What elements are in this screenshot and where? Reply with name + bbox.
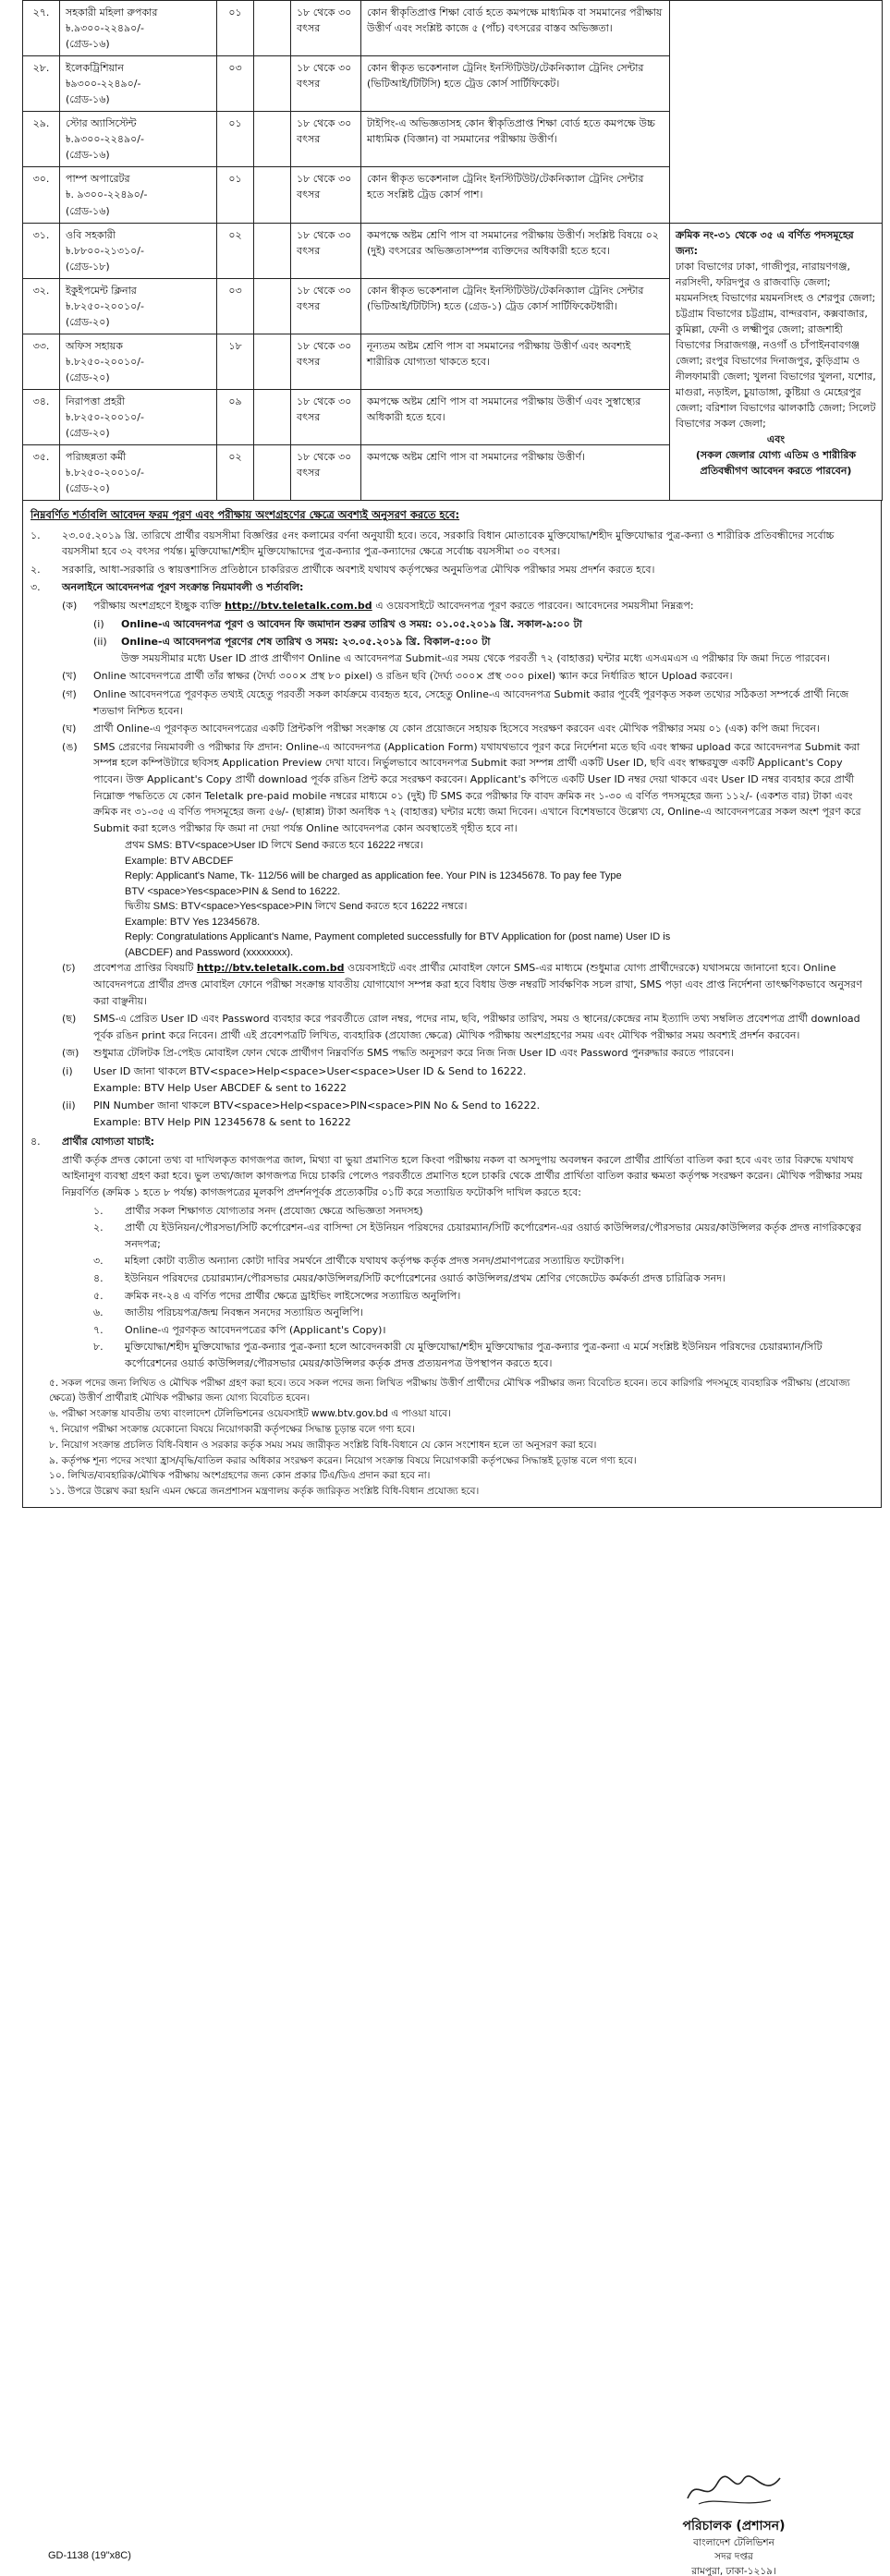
quota-and: এবং — [766, 433, 786, 446]
blank-cell — [254, 389, 291, 444]
note-item: ৬. পরীক্ষা সংক্রান্ত যাবতীয় তথ্য বাংলাদেশ টেলিভিশনের ওয়েবসাইট www.btv.gov.bd এ পাওয়া যাবে। — [49, 1408, 451, 1420]
document-item: ৭. Online-এ পূরণকৃত আবেদনপত্রের কপি (Applicant's Copy)। — [93, 1323, 386, 1336]
post-name-cell — [60, 223, 217, 278]
note-item: ৮. নিয়োগ সংক্রান্ত প্রচলিত বিধি-বিধান ও সরকার কর্তৃক সময় সময় জারীকৃত সংশ্লিষ্ট বিধি-বিধানে যে কোন সংশোধন হলে তা অনুসরণ করা হবে। — [49, 1439, 597, 1451]
blank-cell — [254, 445, 291, 501]
note-item: ১০. লিখিত/ব্যবহারিক/মৌখিক পরীক্ষায় অংশগ্রহণের জন্য কোন প্রকার টিএ/ডিএ প্রদান করা হবে না। — [49, 1470, 431, 1482]
post-name: সহকারী মহিলা রুপকার — [66, 6, 158, 18]
post-name: পাম্প অপারেটর — [66, 173, 130, 186]
teletalk-link[interactable]: http://btv.teletalk.com.bd — [225, 600, 372, 613]
admit-card-link[interactable]: http://btv.teletalk.com.bd — [196, 962, 345, 975]
post-scale: ৳. ৯৩০০-২২৪৯০/- — [66, 188, 148, 201]
post-age-limit: ১৮ থেকে ৩০ বৎসর — [291, 1, 361, 56]
signatory-title: পরিচালক (প্রশাসন) — [682, 2518, 786, 2533]
instruction-item-1: ১. ২৩.০৫.২০১৯ খ্রি. তারিখে প্রার্থীর বয়সসীমা বিজ্ঞপ্তির ৫নং কলামের বর্ণনা অনুযায়ী হবে। তবে, সরকারি বিধান মোতাবেক মুক্তিযোদ্ধা/শহীদ মুক্তিযোদ্ধার পুত্র-কন্যা ও শারীরিক প্রতিবন্ধীদের সর্বোচ্চ বয়সসীমা হবে ৩২ বৎসর পর্যন্ত। মুক্তিযোদ্ধা/শহীদ মুক্তিযোদ্ধাদের পুত্র-কন্যার পুত্র-কন্যাদের ক্ষেত্রে সর্বোচ্চ বয়সসীমা ৩০ বৎসর। — [30, 529, 835, 558]
post-name: অফিস সহায়ক — [66, 339, 123, 352]
post-grade: (গ্রেড-১৬) — [66, 149, 110, 162]
online-rule-e: (ঙ) SMS প্রেরণের নিয়মাবলী ও পরীক্ষার ফি প্রদান: Online-এ আবেদনপত্র (Application Form) যথাযথভাবে পূরণ করে নির্দেশনা মতে ছবি এবং স্বাক্ষর upload করে আবেদনপত্র Submit করা সম্পন্ন হলে কম্পিউটারে ছবিসহ Application Preview দেখা যাবে। নির্ভুলভাবে আবেদনপত্র Submit করা সম্পন্ন প্রার্থী একটি User ID, ছবি এবং স্বাক্ষরযুক্ত একটি Applicant's Copy পাবেন। উক্ত Applicant's Copy প্রার্থী download পূর্বক রঙিন প্রিন্ট করে সংরক্ষণ করবেন। Applicant's কপিতে একটি User ID নম্বর দেয়া থাকবে এবং User ID নম্বর ব্যবহার করে প্রার্থী নিম্নোক্ত পদ্ধতিতে যে কোন Teletalk pre-paid mobile নম্বরের মাধ্যমে ০১ (দুই) টি SMS করে পরীক্ষার ফি বাবদ ক্রমিক নং ১-৩০ এ বর্ণিত পদসমূহের জন্য ১১২/- (একশত বার) টাকা এবং ক্রমিক নং ৩১-৩৫ এ বর্ণিত পদসমূহের জন্য ৫৬/- (ছাপ্পান্ন) টাকা অনধিক ৭২ (বাহাত্তর) ঘন্টার মধ্যে জমা দিবেন। এখানে বিশেষভাবে উল্লেখ্য যে, Online-এ আবেদনপত্রের সকল অংশ পূরণ করে Submit করা হলেও পরীক্ষার ফি জমা না দেয়া পর্যন্ত Online আবেদনপত্র কোন অবস্থাতেই গৃহীত হবে না। — [62, 740, 861, 834]
quota-footer: (সকল জেলার যোগ্য এতিম ও শারীরিক প্রতিবন্ধীগণ আবেদন করতে পারবেন) — [695, 449, 857, 478]
post-scale: ৳.৮২৫০-২০০১০/- — [66, 467, 144, 480]
post-name: নিরাপত্তা প্রহরী — [66, 395, 126, 407]
blank-cell — [254, 112, 291, 167]
post-grade: (গ্রেড-১৬) — [66, 93, 110, 106]
blank-cell — [254, 1, 291, 56]
post-qualification: টাইপিং-এ অভিজ্ঞতাসহ কোন স্বীকৃতিপ্রাপ্ত শিক্ষা বোর্ড হতে কমপক্ষে উচ্চ মাধ্যমিক (বিজ্ঞান) বা সমমানের পরীক্ষায় উত্তীর্ণ। — [361, 112, 670, 167]
post-quantity: ০১ — [217, 167, 254, 223]
posts-table — [22, 0, 883, 501]
post-scale: ৳.৯৩০০-২২৪৯০/- — [66, 22, 144, 35]
online-rule-h: (জ) শুধুমাত্র টেলিটক প্রি-পেইড মোবাইল ফোন থেকে প্রার্থীগণ নিম্নবর্ণিত SMS পদ্ধতি অনুসরণ করে নিজ নিজ User ID এবং Password পুনরুদ্ধার করতে পারবেন। — [62, 1047, 735, 1060]
post-qualification: কমপক্ষে অষ্টম শ্রেণি পাস বা সমমানের পরীক্ষায় উত্তীর্ণ। — [361, 445, 670, 501]
note-item: ১১. উপরে উল্লেখ করা হয়নি এমন ক্ষেত্রে জনপ্রশাসন মন্ত্রণালয় কর্তৃক জারিকৃত সংশ্লিষ্ট বিধি-বিধান প্রযোজ্য হবে। — [49, 1486, 480, 1498]
online-rule-a: (ক) পরীক্ষায় অংশগ্রহণে ইচ্ছুক ব্যক্তি http://btv.teletalk.com.bd এ ওয়েবসাইটে আবেদনপত্র পূরণ করতে পারবেন। আবেদনের সময়সীমা নিম্নরূপ: — [62, 600, 694, 613]
post-age-limit: ১৮ থেকে ৩০ বৎসর — [291, 223, 361, 278]
post-name-cell — [60, 112, 217, 167]
sms-line: দ্বিতীয় SMS: BTV<space>Yes<space>PIN লিখে Send করতে হবে 16222 নম্বরে। — [125, 901, 468, 913]
post-name-cell — [60, 278, 217, 334]
blank-cell — [254, 278, 291, 334]
post-serial: ৩৫. — [23, 445, 60, 501]
post-name-cell — [60, 1, 217, 56]
post-quantity: ০১ — [217, 1, 254, 56]
post-grade: (গ্রেড-১৮) — [66, 260, 110, 273]
document-item: ৪. ইউনিয়ন পরিষদের চেয়ারম্যান/পৌরসভার মেয়র/কাউন্সিলর/সিটি কর্পোরেশনের ওয়ার্ড কাউন্সিলর/প্রথম শ্রেণির গেজেটেড কর্মকর্তা প্রদত্ত চারিত্রিক সনদ। — [93, 1272, 725, 1285]
post-name: ওবি সহকারী — [66, 228, 116, 241]
post-name-cell — [60, 56, 217, 112]
post-grade: (গ্রেড-২০) — [66, 482, 110, 495]
post-quantity: ০২ — [217, 445, 254, 501]
post-qualification: কমপক্ষে অষ্টম শ্রেণি পাস বা সমমানের পরীক্ষায় উত্তীর্ণ এবং সুস্বাস্থ্যের অধিকারী হতে হবে। — [361, 389, 670, 444]
post-name: ইকুইপমেন্ট ক্লিনার — [66, 284, 137, 297]
verification-text: প্রার্থী কর্তৃক প্রদত্ত কোনো তথ্য বা দাখিলকৃত কাগজপত্র জাল, মিথ্যা বা ভুয়া প্রমাণিত হলে কিংবা পরীক্ষায় নকল বা অসদুপায় অবলম্বন করলে প্রার্থীর প্রার্থিতা বাতিল করা হবে এবং তার বিরুদ্ধে যথাযথ আইনানুগ ব্যবস্থা গ্রহণ করা হবে। ভুল তথ্য/জাল কাগজপত্র দিয়ে চাকরি পেলেও পরবর্তীতে প্রমাণিত হলে চাকরি থেকে প্রার্থীর প্রার্থিতা বাতিল করার ক্ষমতা কর্তৃপক্ষ সংরক্ষণ করেন। মৌখিক পরীক্ষার সময় নিম্নবর্ণিত (ক্রমিক ১ হতে ৮ পর্যন্ত) কাগজপত্রের মূলকপি প্রদর্শনপূর্বক প্রত্যেকটির ০১টি করে সত্যায়িত ফটোকপি দাখিল করতে হবে: — [62, 1153, 863, 1199]
footer-code: GD-1138 (19"x8C) — [48, 2550, 131, 2561]
post-serial: ২৮. — [23, 56, 60, 112]
sms-line: Example: BTV Yes 12345678. — [125, 916, 261, 928]
general-notes — [49, 1376, 873, 1500]
post-scale: ৳.৮২৫০-২০০১০/- — [66, 299, 144, 312]
document-item: ২. প্রার্থী যে ইউনিয়ন/পৌরসভা/সিটি কর্পোরেশন-এর বাসিন্দা সে ইউনিয়ন পরিষদের চেয়ারম্যান/সিটি কর্পোরেশন-এর ওয়ার্ড কাউন্সিলর/পৌরসভার মেয়র/কাউন্সিলর কর্তৃক প্রদত্ত নাগরিকত্বের সনদপত্র; — [93, 1221, 861, 1250]
post-scale: ৳.৯৩০০-২২৪৯০/- — [66, 133, 144, 146]
post-quantity: ১৮ — [217, 334, 254, 389]
online-rules-heading: ৩. অনলাইনে আবেদনপত্র পূরণ সংক্রান্ত নিয়মাবলী ও শর্তাবলি: — [30, 581, 304, 594]
document-item: ৫. ক্রমিক নং-২৪ এ বর্ণিত পদের প্রার্থীর ক্ষেত্রে ড্রাইভিং লাইসেন্সের সত্যায়িত অনুলিপি। — [93, 1289, 461, 1302]
post-quantity: ০১ — [217, 112, 254, 167]
note-item: ৭. নিয়োগ পরীক্ষা সংক্রান্ত যেকোনো বিষয়ে নিয়োগকারী কর্তৃপক্ষের সিদ্ধান্ত চূড়ান্ত বলে গণ্য হবে। — [49, 1423, 415, 1435]
online-rule-a-ii: (ii) Online-এ আবেদনপত্র পূরণের শেষ তারিখ ও সময়: ২৩.০৫.২০১৯ খ্রি. বিকাল-৫:০০ টা উক্ত সময়সীমার মধ্যে User ID প্রাপ্ত প্রার্থীগণ Online এ আবেদনপত্র Submit-এর সময় থেকে পরবর্তী ৭২ (বাহাত্তর) ঘন্টার মধ্যে এসএমএস এ পরীক্ষার ফি জমা দিতে পারবেন। — [93, 636, 830, 664]
document-item: ৮. মুক্তিযোদ্ধা/শহীদ মুক্তিযোদ্ধার পুত্র-কন্যার পুত্র-কন্যা হলে আবেদনকারী যে মুক্তিযোদ্ধা/শহীদ মুক্তিযোদ্ধার পুত্র-কন্যার পুত্র-কন্যা এ মর্মে সংশ্লিষ্ট ইউনিয়ন পরিষদের চেয়ারম্যান/সিটি কর্পোরেশনের ওয়ার্ড কাউন্সিলর/পৌরসভার মেয়র/কাউন্সিলর কর্তৃক প্রদত্ত প্রত্যয়নপত্র উপস্থাপন করতে হবে। — [93, 1341, 823, 1369]
note-item: ৯. কর্তৃপক্ষ শূন্য পদের সংখ্যা হ্রাস/বৃদ্ধি/বাতিল করার অধিকার সংরক্ষণ করেন। নিয়োগ সংক্রান্ত বিষয়ে নিয়োগকারী কর্তৃপক্ষের সিদ্ধান্তই চূড়ান্ত বলে গণ্য হবে। — [49, 1454, 637, 1466]
blank-cell — [254, 167, 291, 223]
recovery-rule-1: (i) User ID জানা থাকলে BTV<space>Help<space>User<space>User ID & Send to 16222. Example: BTV Help User ABCDEF & sent to 16222 — [62, 1064, 527, 1094]
sms-line: BTV <space>Yes<space>PIN & Send to 16222. — [125, 885, 341, 897]
post-name: ইলেকট্রিশিয়ান — [66, 62, 124, 75]
post-row — [23, 223, 883, 278]
sms-line: Reply: Congratulations Applicant's Name, Payment completed successfully for BTV Application for (post name) User ID is — [125, 931, 671, 943]
quota-cell-top — [670, 1, 883, 224]
post-serial: ৩১. — [23, 223, 60, 278]
quota-cell — [670, 223, 883, 501]
sms-examples — [125, 838, 873, 960]
post-serial: ৩২. — [23, 278, 60, 334]
post-quantity: ০৩ — [217, 56, 254, 112]
post-scale: ৳.৮২৫০-২০০১০/- — [66, 411, 144, 424]
notice-page — [22, 0, 882, 2576]
post-age-limit: ১৮ থেকে ৩০ বৎসর — [291, 389, 361, 444]
sms-line: (ABCDEF) and Password (xxxxxxxx). — [125, 946, 294, 958]
sms-line: Reply: Applicant's Name, Tk- 112/56 will be charged as application fee. Your PIN is 12345678. To pay fee Type — [125, 870, 622, 882]
instruction-item-2: ২. সরকারি, আধা-সরকারি ও স্বায়ত্তশাসিত প্রতিষ্ঠানে চাকরিরত প্রার্থীকে অবশ্যই যথাযথ কর্তৃপক্ষের অনুমতিপত্র মৌখিক পরীক্ষার সময় প্রদর্শন করতে হবে। — [30, 563, 655, 576]
post-age-limit: ১৮ থেকে ৩০ বৎসর — [291, 167, 361, 223]
online-rule-d: (ঘ) প্রার্থী Online-এ পূরণকৃত আবেদনপত্রের একটি প্রিন্টকপি পরীক্ষা সংক্রান্ত যে কোন প্রয়োজনে সহায়ক হিসেবে সংরক্ষণ করবেন এবং মৌখিক পরীক্ষার সময় ০১ (এক) কপি জমা দিবেন। — [62, 723, 820, 735]
post-serial: ৩৩. — [23, 334, 60, 389]
signatory-org: বাংলাদেশ টেলিভিশন — [693, 2536, 774, 2548]
post-name-cell — [60, 445, 217, 501]
post-grade: (গ্রেড-১৬) — [66, 38, 110, 51]
signature-block — [623, 2467, 845, 2576]
blank-cell — [254, 56, 291, 112]
document-item: ৬. জাতীয় পরিচয়পত্র/জন্ম নিবন্ধন সনদের সত্যায়িত অনুলিপি। — [93, 1306, 363, 1319]
instructions-section — [22, 501, 882, 1508]
note-item: ৫. সকল পদের জন্য লিখিত ও মৌখিক পরীক্ষা গ্রহণ করা হবে। তবে সকল পদের জন্য লিখিত পরীক্ষায় উত্তীর্ণ প্রার্থীদের মৌখিক পরীক্ষার জন্য বিবেচিত হবেন। তবে কারিগরি পদসমূহে ব্যবহারিক পরীক্ষায় (প্রযোজ্য ক্ষেত্রে) উত্তীর্ণ প্রার্থীরাই মৌখিক পরীক্ষার জন্য যোগ্য বিবেচিত হবেন। — [49, 1377, 850, 1404]
post-serial: ২৭. — [23, 1, 60, 56]
post-grade: (গ্রেড-২০) — [66, 427, 110, 440]
post-serial: ৩০. — [23, 167, 60, 223]
online-rule-b: (খ) Online আবেদনপত্রে প্রার্থী তাঁর স্বাক্ষর (দৈর্ঘ্য ৩০০× প্রস্থ ৮০ pixel) ও রঙিন ছবি (দৈর্ঘ্য ৩০০× প্রস্থ ৩০০ pixel) স্ক্যান করে নির্ধারিত স্থানে Upload করবেন। — [62, 670, 733, 683]
post-age-limit: ১৮ থেকে ৩০ বৎসর — [291, 278, 361, 334]
online-rule-a-i: (i) Online-এ আবেদনপত্র পূরণ ও আবেদন ফি জমাদান শুরুর তারিখ ও সময়: ০১.০৫.২০১৯ খ্রি. সকাল-৯:০০ টা — [93, 617, 582, 630]
signature-image — [678, 2467, 789, 2511]
post-quantity: ০৩ — [217, 278, 254, 334]
post-grade: (গ্রেড-২০) — [66, 315, 110, 328]
post-age-limit: ১৮ থেকে ৩০ বৎসর — [291, 445, 361, 501]
post-scale: ৳৯৩০০-২২৪৯০/- — [66, 78, 141, 91]
quota-title: ক্রমিক নং-৩১ থেকে ৩৫ এ বর্ণিত পদসমূহের জন্য: — [676, 228, 854, 257]
post-qualification: কোন স্বীকৃত ভকেশনাল ট্রেনিং ইনস্টিটিউট/টেকনিক্যাল ট্রেনিং সেন্টার হতে সংশ্লিষ্ট ট্রেড কোর্স পাশ। — [361, 167, 670, 223]
online-rule-g: (ছ) SMS-এ প্রেরিত User ID এবং Password ব্যবহার করে পরবর্তীতে রোল নম্বর, পদের নাম, ছবি, পরীক্ষার তারিখ, সময় ও স্থানের/কেন্দ্রের নাম ইত্যাদি তথ্য সম্বলিত প্রবেশপত্র প্রার্থী download পূর্বক রঙিন print করে নিবেন। প্রার্থী এই প্রবেশপত্রটি লিখিত, ব্যবহারিক (প্রযোজ্য ক্ষেত্রে) মৌখিক পরীক্ষায় অংশগ্রহণের সময় এবং মৌখিক পরীক্ষার সময় অবশ্যই প্রদর্শন করবেন। — [62, 1013, 860, 1041]
post-qualification: কোন স্বীকৃতিপ্রাপ্ত শিক্ষা বোর্ড হতে কমপক্ষে মাধ্যমিক বা সমমানের পরীক্ষায় উত্তীর্ণ এবং সংশ্লিষ্ট কাজে ৫ (পাঁচ) বৎসরের বাস্তব অভিজ্ঞতা। — [361, 1, 670, 56]
signatory-office: সদর দপ্তর — [714, 2551, 753, 2563]
post-name: স্টোর অ্যাসিস্টেন্ট — [66, 117, 137, 130]
post-qualification: কোন স্বীকৃত ভকেশনাল ট্রেনিং ইনস্টিটিউট/টেকনিক্যাল ট্রেনিং সেন্টার (ভিটিআই/টিটিসি) হতে ট্রেড কোর্স সার্টিফিকেট। — [361, 56, 670, 112]
post-scale: ৳.৮২৫০-২০০১০/- — [66, 355, 144, 368]
blank-cell — [254, 334, 291, 389]
signatory-address: রামপুরা, ঢাকা-১২১৯। — [691, 2566, 776, 2576]
post-quantity: ০২ — [217, 223, 254, 278]
post-qualification: কোন স্বীকৃত ভকেশনাল ট্রেনিং ইনস্টিটিউট/টেকনিক্যাল ট্রেনিং সেন্টার (ভিটিআই/টিটিসি) হতে (গ্রেড-১) ট্রেড কোর্স সার্টিফিকেটধারী। — [361, 278, 670, 334]
document-item: ৩. মহিলা কোটা ব্যতীত অন্যান্য কোটা দাবির সমর্থনে প্রার্থীকে যথাযথ কর্তৃপক্ষ কর্তৃক প্রদত্ত সনদ/প্রমাণপত্রের সত্যায়িত ফটোকপি। — [93, 1255, 625, 1268]
post-name-cell — [60, 167, 217, 223]
sms-line: Example: BTV ABCDEF — [125, 855, 234, 867]
post-age-limit: ১৮ থেকে ৩০ বৎসর — [291, 334, 361, 389]
post-age-limit: ১৮ থেকে ৩০ বৎসর — [291, 56, 361, 112]
quota-districts: ঢাকা বিভাগের ঢাকা, গাজীপুর, নারায়ণগঞ্জ, নরসিংদী, ফরিদপুর ও রাজবাড়ি জেলা; ময়মনসিংহ বিভাগের ময়মনসিংহ ও শেরপুর জেলা; চট্টগ্রাম বিভাগের চট্টগ্রাম, বান্দরবান, কক্সবাজার, কুমিল্লা, ফেনী ও লক্ষ্মীপুর জেলা; রাজশাহী বিভাগের সিরাজগঞ্জ, নওগাঁ ও চাঁপাইনবাবগঞ্জ জেলা; রংপুর বিভাগের দিনাজপুর, কুড়িগ্রাম ও নীলফামারী জেলা; খুলনা বিভাগের খুলনা, যশোর, মাগুরা, নড়াইল, চুয়াডাঙ্গা, কুষ্টিয়া ও মেহেরপুর জেলা; বরিশাল বিভাগের ঝালকাঠি জেলা; সিলেট বিভাগের সকল জেলা; — [676, 260, 876, 431]
post-age-limit: ১৮ থেকে ৩০ বৎসর — [291, 112, 361, 167]
post-name: পরিচ্ছন্নতা কর্মী — [66, 451, 127, 464]
post-name-cell — [60, 334, 217, 389]
post-serial: ২৯. — [23, 112, 60, 167]
sms-line: প্রথম SMS: BTV<space>User ID লিখে Send করতে হবে 16222 নম্বরে। — [125, 840, 424, 852]
post-scale: ৳.৮৮০০-২১৩১০/- — [66, 244, 144, 257]
post-qualification: কমপক্ষে অষ্টম শ্রেণি পাস বা সমমানের পরীক্ষায় উত্তীর্ণ। সংশ্লিষ্ট বিষয়ে ০২ (দুই) বৎসরের অভিজ্ঞতাসম্পন্ন ব্যক্তিদের অধিকারী হতে হবে। — [361, 223, 670, 278]
post-serial: ৩৪. — [23, 389, 60, 444]
post-quantity: ০৯ — [217, 389, 254, 444]
post-qualification: নূন্যতম অষ্টম শ্রেণি পাস বা সমমানের পরীক্ষায় উত্তীর্ণ এবং অবশ্যই শারীরিক যোগ্যতা থাকতে হবে। — [361, 334, 670, 389]
post-grade: (গ্রেড-২০) — [66, 371, 110, 383]
instructions-heading: নিম্নবর্ণিত শর্তাবলি আবেদন ফরম পূরণ এবং পরীক্ষায় অংশগ্রহণের ক্ষেত্রে অবশ্যই অনুসরণ করতে হবে: — [30, 508, 460, 522]
post-row — [23, 1, 883, 56]
recovery-rule-2: (ii) PIN Number জানা থাকলে BTV<space>Help<space>PIN<space>PIN No & Send to 16222. Example: BTV Help PIN 12345678 & sent to 16222 — [62, 1100, 541, 1128]
document-list — [93, 1203, 873, 1372]
post-grade: (গ্রেড-১৬) — [66, 204, 110, 217]
online-rule-f: (চ) প্রবেশপত্র প্রাপ্তির বিষয়টি http://btv.teletalk.com.bd ওয়েবসাইটে এবং প্রার্থীর মোবাইল ফোনে SMS-এর মাধ্যমে (শুধুমাত্র যোগ্য প্রার্থীদেরকে) যথাসময়ে জানানো হবে। Online আবেদনপত্রে প্রার্থীর প্রদত্ত মোবাইল ফোনে পরীক্ষা সংক্রান্ত যাবতীয় যোগাযোগ সম্পন্ন করা হবে বিধায় উক্ত নম্বরটি সার্বক্ষণিক সচল রাখা, SMS পড়া এবং প্রাপ্ত নির্দেশনা তাৎক্ষণিকভাবে অনুসরণ করা বাঞ্ছনীয়। — [62, 962, 862, 1007]
post-name-cell — [60, 389, 217, 444]
document-item: ১. প্রার্থীর সকল শিক্ষাগত যোগ্যতার সনদ (প্রযোজ্য ক্ষেত্রে অভিজ্ঞতা সনদসহ) — [93, 1204, 423, 1217]
online-rule-c: (গ) Online আবেদনপত্রে পূরণকৃত তথ্যই যেহেতু পরবর্তী সকল কার্যক্রমে ব্যবহৃত হবে, সেহেতু Online-এ আবেদনপত্র Submit করার পূর্বেই পূরণকৃত সকল তথ্যের সঠিকতা সম্পর্কে প্রার্থী নিজে শতভাগ নিশ্চিত হবেন। — [62, 688, 849, 717]
blank-cell — [254, 223, 291, 278]
verification-heading: ৪. প্রার্থীর যোগ্যতা যাচাই: — [30, 1136, 154, 1148]
